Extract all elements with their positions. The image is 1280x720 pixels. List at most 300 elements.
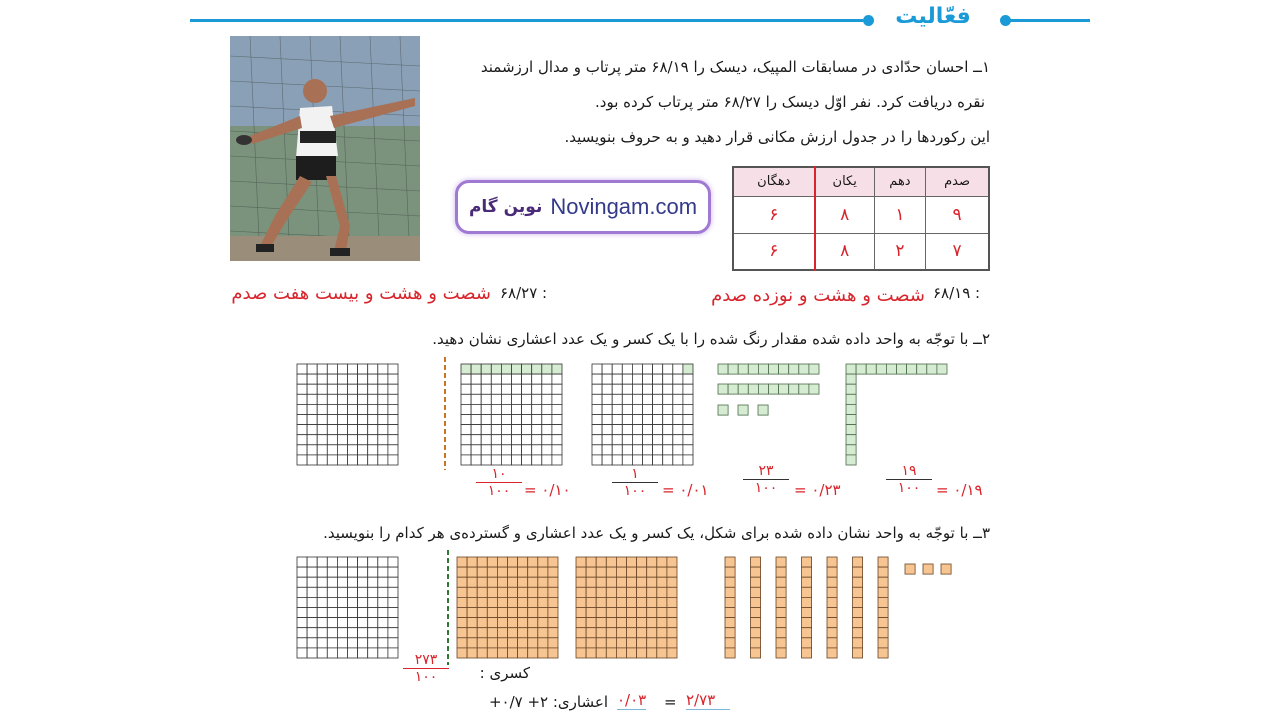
grid-cell xyxy=(508,638,518,648)
grid-cell xyxy=(637,567,647,577)
grid-cell xyxy=(632,435,642,445)
grid-cell xyxy=(388,374,398,384)
grid-cell xyxy=(827,587,837,597)
grid-cell xyxy=(327,374,337,384)
grid-cell xyxy=(471,435,481,445)
grid-cell xyxy=(327,567,337,577)
grid-cell xyxy=(622,445,632,455)
grid-cell xyxy=(348,648,358,658)
grid-cell xyxy=(776,597,786,607)
grid-cell xyxy=(348,608,358,618)
grid-cell xyxy=(477,597,487,607)
q1-line-3: این رکوردها را در جدول ارزش مکانی قرار دهید و به حروف بنویسید. xyxy=(564,128,990,146)
grid-cell xyxy=(297,384,307,394)
grid-cell xyxy=(606,618,616,628)
grid-cell xyxy=(491,364,501,374)
grid-cell xyxy=(683,445,693,455)
grid-cell xyxy=(853,577,863,587)
q3-fraction-label: کسری : xyxy=(479,664,530,682)
grid-cell xyxy=(632,364,642,374)
grid-cell xyxy=(358,415,368,425)
q3-grid-a xyxy=(457,557,558,658)
grid-cell xyxy=(481,455,491,465)
grid-cell xyxy=(627,577,637,587)
fraction-denominator: ۱۰۰ xyxy=(897,480,921,496)
place-value-table xyxy=(732,166,990,271)
grid-cell xyxy=(378,638,388,648)
grid-cell xyxy=(802,567,812,577)
grid-cell xyxy=(491,455,501,465)
grid-cell xyxy=(616,648,626,658)
grid-cell xyxy=(378,374,388,384)
grid-cell xyxy=(337,364,347,374)
grid-cell xyxy=(497,597,507,607)
grid-cell xyxy=(748,384,758,394)
grid-cell xyxy=(532,425,542,435)
grid-cell xyxy=(518,587,528,597)
grid-cell xyxy=(602,394,612,404)
grid-cell xyxy=(327,648,337,658)
grid-cell xyxy=(592,425,602,435)
grid-cell xyxy=(368,618,378,628)
grid-cell xyxy=(586,567,596,577)
grid-cell xyxy=(799,364,809,374)
grid-cell xyxy=(457,608,467,618)
grid-cell xyxy=(718,364,728,374)
grid-cell xyxy=(853,608,863,618)
grid-cell xyxy=(802,648,812,658)
grid-cell xyxy=(307,638,317,648)
grid-cell xyxy=(606,648,616,658)
q2-grid-a xyxy=(461,364,562,465)
grid-cell xyxy=(297,404,307,414)
grid-cell xyxy=(317,415,327,425)
q2-answer-3-decimal: = ۰/۲۳ xyxy=(794,481,841,499)
q2-unit-grid xyxy=(297,364,398,465)
grid-cell xyxy=(602,364,612,374)
grid-cell xyxy=(457,587,467,597)
grid-cell xyxy=(718,405,728,415)
grid-cell xyxy=(769,364,779,374)
grid-cell xyxy=(596,638,606,648)
q2-answer-1-decimal: = ۰/۱۰ xyxy=(524,481,571,499)
grid-cell xyxy=(827,628,837,638)
grid-cell xyxy=(616,577,626,587)
grid-cell xyxy=(307,628,317,638)
grid-cell xyxy=(477,557,487,567)
grid-cell xyxy=(738,384,748,394)
grid-cell xyxy=(307,435,317,445)
grid-cell xyxy=(518,608,528,618)
grid-cell xyxy=(802,608,812,618)
grid-cell xyxy=(827,618,837,628)
grid-cell xyxy=(368,597,378,607)
grid-cell xyxy=(522,425,532,435)
grid-cell xyxy=(518,618,528,628)
grid-cell xyxy=(592,374,602,384)
grid-cell xyxy=(917,364,927,374)
grid-cell xyxy=(508,567,518,577)
grid-cell xyxy=(348,618,358,628)
grid-cell xyxy=(612,374,622,384)
grid-cell xyxy=(297,415,307,425)
grid-cell xyxy=(358,394,368,404)
grid-cell xyxy=(348,364,358,374)
grid-cell xyxy=(477,567,487,577)
grid-cell xyxy=(512,425,522,435)
grid-cell xyxy=(522,374,532,384)
grid-cell xyxy=(378,415,388,425)
grid-cell xyxy=(643,425,653,435)
grid-cell xyxy=(378,648,388,658)
grid-cell xyxy=(542,415,552,425)
grid-cell xyxy=(627,597,637,607)
grid-cell xyxy=(606,597,616,607)
table-cell: ۱ xyxy=(874,196,925,233)
grid-cell xyxy=(457,648,467,658)
grid-cell xyxy=(657,638,667,648)
grid-cell xyxy=(725,567,735,577)
grid-cell xyxy=(512,384,522,394)
grid-cell xyxy=(368,364,378,374)
grid-cell xyxy=(596,577,606,587)
grid-cell xyxy=(317,425,327,435)
grid-cell xyxy=(653,415,663,425)
grid-cell xyxy=(776,567,786,577)
grid-cell xyxy=(491,384,501,394)
grid-cell xyxy=(467,567,477,577)
grid-cell xyxy=(846,425,856,435)
q2-grid-b xyxy=(592,364,693,465)
grid-cell xyxy=(497,587,507,597)
grid-cell xyxy=(802,577,812,587)
grid-cell xyxy=(548,628,558,638)
grid-cell xyxy=(471,384,481,394)
grid-cell xyxy=(508,618,518,628)
grid-cell xyxy=(297,394,307,404)
grid-cell xyxy=(532,394,542,404)
q2-blocks-d xyxy=(846,364,947,465)
grid-cell xyxy=(552,404,562,414)
grid-cell xyxy=(657,597,667,607)
grid-cell xyxy=(368,394,378,404)
grid-cell xyxy=(878,577,888,587)
grid-cell xyxy=(878,608,888,618)
grid-cell xyxy=(647,638,657,648)
grid-cell xyxy=(886,364,896,374)
grid-cell xyxy=(467,587,477,597)
fraction-denominator: ۱۰۰ xyxy=(754,480,778,496)
grid-cell xyxy=(592,384,602,394)
grid-cell xyxy=(538,628,548,638)
grid-cell xyxy=(297,597,307,607)
grid-cell xyxy=(368,577,378,587)
grid-cell xyxy=(725,608,735,618)
grid-cell xyxy=(497,648,507,658)
grid-cell xyxy=(576,557,586,567)
grid-cell xyxy=(512,404,522,414)
grid-cell xyxy=(779,384,789,394)
grid-cell xyxy=(522,394,532,404)
grid-cell xyxy=(923,564,933,574)
grid-cell xyxy=(461,384,471,394)
grid-cell xyxy=(663,455,673,465)
grid-cell xyxy=(317,435,327,445)
grid-cell xyxy=(616,608,626,618)
grid-cell xyxy=(846,394,856,404)
grid-cell xyxy=(337,557,347,567)
table-cell: ۲ xyxy=(874,233,925,270)
grid-cell xyxy=(846,415,856,425)
grid-cell xyxy=(647,567,657,577)
grid-cell xyxy=(586,618,596,628)
grid-cell xyxy=(602,404,612,414)
grid-cell xyxy=(317,587,327,597)
grid-cell xyxy=(358,587,368,597)
grid-cell xyxy=(612,364,622,374)
grid-cell xyxy=(683,415,693,425)
grid-cell xyxy=(751,628,761,638)
grid-cell xyxy=(548,587,558,597)
grid-cell xyxy=(358,608,368,618)
grid-cell xyxy=(576,608,586,618)
grid-cell xyxy=(592,364,602,374)
grid-cell xyxy=(663,384,673,394)
grid-cell xyxy=(548,648,558,658)
grid-cell xyxy=(491,435,501,445)
grid-cell xyxy=(522,445,532,455)
grid-cell xyxy=(657,557,667,567)
grid-cell xyxy=(348,415,358,425)
grid-cell xyxy=(317,628,327,638)
grid-cell xyxy=(622,384,632,394)
grid-cell xyxy=(758,384,768,394)
grid-cell xyxy=(941,564,951,574)
grid-cell xyxy=(927,364,937,374)
grid-cell xyxy=(528,557,538,567)
grid-cell xyxy=(317,404,327,414)
grid-cell xyxy=(846,404,856,414)
grid-cell xyxy=(673,384,683,394)
grid-cell xyxy=(348,567,358,577)
grid-cell xyxy=(467,557,477,567)
grid-cell xyxy=(358,384,368,394)
grid-cell xyxy=(653,364,663,374)
grid-cell xyxy=(368,455,378,465)
grid-cell xyxy=(348,404,358,414)
grid-cell xyxy=(667,597,677,607)
grid-cell xyxy=(538,567,548,577)
grid-cell xyxy=(612,394,622,404)
grid-cell xyxy=(647,597,657,607)
grid-cell xyxy=(337,648,347,658)
grid-cell xyxy=(538,577,548,587)
grid-cell xyxy=(337,425,347,435)
grid-cell xyxy=(667,567,677,577)
grid-cell xyxy=(878,648,888,658)
grid-cell xyxy=(368,415,378,425)
grid-cell xyxy=(606,628,616,638)
grid-cell xyxy=(542,374,552,384)
grid-cell xyxy=(667,618,677,628)
grid-cell xyxy=(552,435,562,445)
grid-cell xyxy=(622,374,632,384)
grid-cell xyxy=(586,557,596,567)
grid-cell xyxy=(368,425,378,435)
grid-cell xyxy=(548,577,558,587)
grid-cell xyxy=(457,597,467,607)
grid-cell xyxy=(657,587,667,597)
grid-cell xyxy=(592,445,602,455)
grid-cell xyxy=(616,618,626,628)
grid-cell xyxy=(758,364,768,374)
grid-cell xyxy=(878,557,888,567)
grid-cell xyxy=(673,455,683,465)
grid-cell xyxy=(388,648,398,658)
grid-cell xyxy=(576,618,586,628)
grid-cell xyxy=(647,587,657,597)
grid-cell xyxy=(358,435,368,445)
grid-cell xyxy=(378,394,388,404)
grid-cell xyxy=(683,364,693,374)
grid-cell xyxy=(627,648,637,658)
grid-cell xyxy=(481,415,491,425)
grid-cell xyxy=(769,384,779,394)
grid-cell xyxy=(576,638,586,648)
grid-cell xyxy=(471,394,481,404)
grid-cell xyxy=(461,455,471,465)
grid-cell xyxy=(751,638,761,648)
grid-cell xyxy=(501,425,511,435)
grid-cell xyxy=(606,587,616,597)
grid-cell xyxy=(853,638,863,648)
grid-cell xyxy=(779,364,789,374)
grid-cell xyxy=(751,587,761,597)
grid-cell xyxy=(518,628,528,638)
fraction-numerator: ۱۰ xyxy=(491,466,507,482)
grid-cell xyxy=(637,618,647,628)
grid-cell xyxy=(673,425,683,435)
grid-cell xyxy=(481,425,491,435)
q3-equals: = xyxy=(664,693,677,711)
grid-cell xyxy=(552,374,562,384)
grid-cell xyxy=(653,435,663,445)
grid-cell xyxy=(683,384,693,394)
grid-cell xyxy=(802,628,812,638)
grid-cell xyxy=(592,404,602,414)
grid-cell xyxy=(518,557,528,567)
grid-cell xyxy=(657,628,667,638)
grid-cell xyxy=(657,577,667,587)
grid-cell xyxy=(776,628,786,638)
q2-answer-4-decimal: = ۰/۱۹ xyxy=(936,481,983,499)
grid-cell xyxy=(878,597,888,607)
grid-cell xyxy=(776,618,786,628)
grid-cell xyxy=(897,364,907,374)
grid-cell xyxy=(667,628,677,638)
grid-cell xyxy=(586,628,596,638)
grid-cell xyxy=(307,404,317,414)
grid-cell xyxy=(522,435,532,445)
grid-cell xyxy=(491,415,501,425)
grid-cell xyxy=(501,445,511,455)
grid-cell xyxy=(856,364,866,374)
grid-cell xyxy=(846,364,856,374)
grid-cell xyxy=(378,455,388,465)
grid-cell xyxy=(718,384,728,394)
grid-cell xyxy=(751,577,761,587)
grid-cell xyxy=(776,557,786,567)
grid-cell xyxy=(327,415,337,425)
grid-cell xyxy=(477,628,487,638)
grid-cell xyxy=(497,628,507,638)
grid-cell xyxy=(528,577,538,587)
grid-cell xyxy=(337,445,347,455)
grid-cell xyxy=(358,618,368,628)
grid-cell xyxy=(653,425,663,435)
grid-cell xyxy=(317,567,327,577)
grid-cell xyxy=(725,618,735,628)
grid-cell xyxy=(512,364,522,374)
q2-answer-1 xyxy=(476,466,522,499)
grid-cell xyxy=(683,455,693,465)
grid-cell xyxy=(378,384,388,394)
grid-cell xyxy=(632,374,642,384)
grid-cell xyxy=(471,415,481,425)
grid-cell xyxy=(337,374,347,384)
grid-cell xyxy=(378,557,388,567)
grid-cell xyxy=(297,618,307,628)
grid-cell xyxy=(776,608,786,618)
grid-cell xyxy=(647,628,657,638)
grid-cell xyxy=(657,618,667,628)
grid-cell xyxy=(337,567,347,577)
grid-cell xyxy=(653,394,663,404)
grid-cell xyxy=(337,384,347,394)
grid-cell xyxy=(501,384,511,394)
grid-cell xyxy=(789,384,799,394)
grid-cell xyxy=(378,608,388,618)
grid-cell xyxy=(616,557,626,567)
grid-cell xyxy=(297,648,307,658)
table-cell: ۶ xyxy=(733,196,815,233)
grid-cell xyxy=(751,597,761,607)
watermark-fa-text: نوین گام xyxy=(468,197,543,217)
grid-cell xyxy=(653,374,663,384)
grid-cell xyxy=(317,648,327,658)
grid-cell xyxy=(518,638,528,648)
grid-cell xyxy=(327,608,337,618)
grid-cell xyxy=(337,587,347,597)
grid-cell xyxy=(358,557,368,567)
grid-cell xyxy=(307,577,317,587)
grid-cell xyxy=(467,628,477,638)
grid-cell xyxy=(307,374,317,384)
grid-cell xyxy=(683,404,693,414)
grid-cell xyxy=(802,557,812,567)
grid-cell xyxy=(789,364,799,374)
grid-cell xyxy=(596,628,606,638)
grid-cell xyxy=(467,638,477,648)
grid-cell xyxy=(378,618,388,628)
grid-cell xyxy=(846,374,856,384)
grid-cell xyxy=(632,425,642,435)
grid-cell xyxy=(378,597,388,607)
grid-cell xyxy=(522,404,532,414)
watermark-en-text: Novingam.com xyxy=(550,194,698,219)
grid-cell xyxy=(368,628,378,638)
grid-cell xyxy=(653,384,663,394)
